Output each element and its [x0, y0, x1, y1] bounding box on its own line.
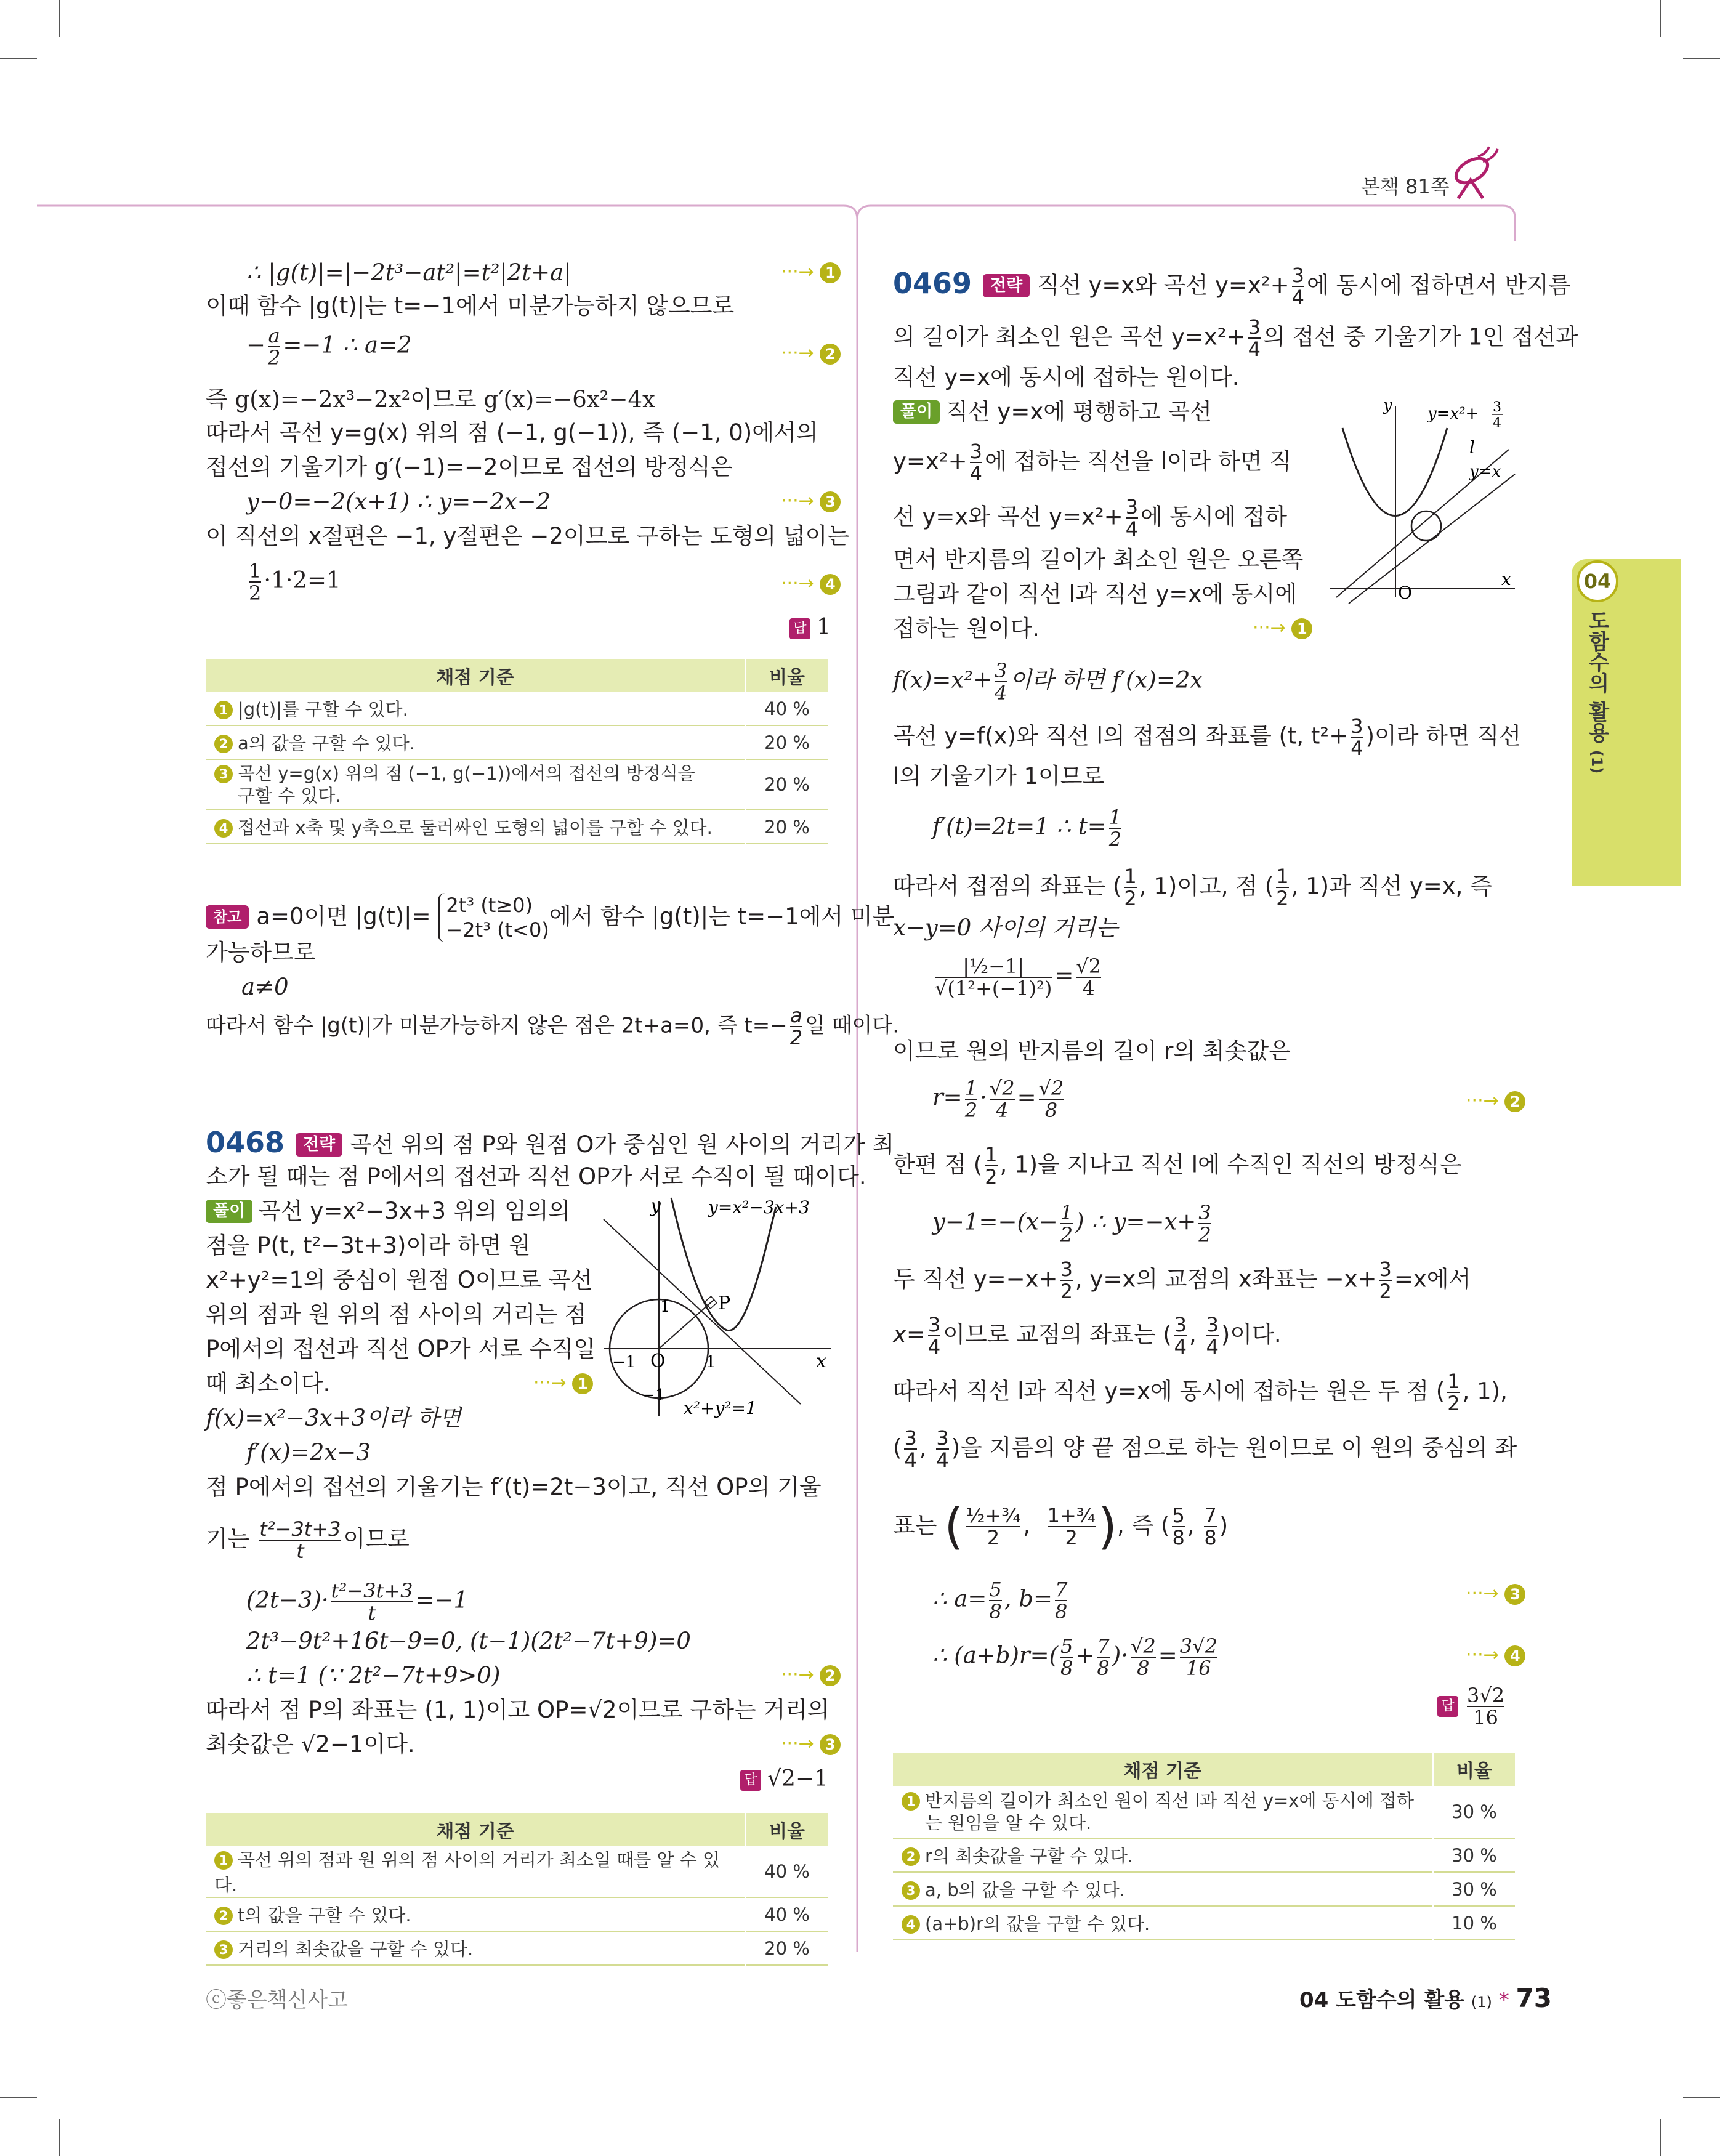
text-line: ∴ t=1 (∵ 2t²−7t+9>0) — [246, 1662, 501, 1689]
footer-chapter: 04 도함수의 활용 (1) * 73 — [1299, 1983, 1552, 2013]
svg-text:O: O — [650, 1351, 666, 1372]
text-line: r= $\frac{1}{2}$ · $\frac{√2}{4}$ = $\frac{√2}{8}$ — [932, 1076, 1064, 1122]
step-mark-3: ···→ 3 — [1466, 1583, 1525, 1605]
step-mark-2: ···→ 2 — [1466, 1090, 1525, 1112]
text-line: − $\frac{a}{2}$ =−1 ∴ a=2 — [246, 324, 412, 369]
text-line: 접선의 기울기가 g′(−1)=−2이므로 접선의 방정식은 — [206, 454, 733, 480]
text-line: ∴ (a+b)r=( $\frac{5}{8}$ + $\frac{7}{8}$ )· $\frac{√2}{8}$ = $\frac{3√2}{16}$ — [932, 1634, 1217, 1680]
svg-text:1: 1 — [660, 1298, 671, 1316]
text-line: 따라서 점 P의 좌표는 (1, 1)이고 OP=√2이므로 구하는 거리의 — [206, 1697, 830, 1723]
note-line: 따라서 함수 |g(t)|가 미분가능하지 않은 점은 2t+a=0, 즉 t=− $\frac{a}{2}$ 일 때이다. — [206, 1004, 900, 1049]
grading-table-0468: 채점 기준 비율 1 곡선 위의 점과 원 위의 점 사이의 거리가 최소일 때를 알 수 있다. 40 % 2 t의 값을 구할 수 있다. 40 % 3 거리의 최솟값을 구할 수 있다. 20 % — [206, 1813, 828, 1966]
text-line: y−0=−2(x+1) ∴ y=−2x−2 — [246, 488, 551, 515]
text-line: $\frac{\text{|½−1|}}{\text{√(1²+(−1)²)}}$ = $\frac{√2}{4}$ — [935, 955, 1102, 1000]
text-line: 기는 $\frac{\text{t²−3t+3}}{t}$ 이므로 — [206, 1517, 410, 1563]
text-line: P에서의 접선과 직선 OP가 서로 수직일 — [206, 1336, 596, 1362]
header-ref: 본책 81쪽 — [1361, 175, 1450, 198]
step-mark-3: ···→ 3 — [781, 1733, 841, 1755]
text-line: y=x²+ $\frac{3}{4}$ 에 접하는 직선을 l이라 하면 직 — [893, 440, 1291, 485]
text-line: 2t³−9t²+16t−9=0, (t−1)(2t²−7t+9)=0 — [246, 1628, 691, 1654]
text-line: 의 길이가 최소인 원은 곡선 y=x²+ $\frac{3}{4}$ 의 접선 중 기울기가 1인 접선과 — [893, 315, 1578, 361]
text-line: 따라서 곡선 y=g(x) 위의 점 (−1, g(−1)), 즉 (−1, 0)에서의 — [206, 419, 818, 446]
step-mark-1: ···→ 1 — [781, 261, 841, 283]
chapter-tab-number: 04 — [1577, 560, 1618, 602]
text-line: 이므로 원의 반지름의 길이 r의 최솟값은 — [893, 1038, 1291, 1064]
note-line: 참고 a=0이면 |g(t)|= 2t³ (t≥0) −2t³ (t<0) 에서 함수 |g(t)|는 t=−1에서 미분 — [206, 893, 894, 942]
answer: 답 1 — [789, 615, 831, 640]
text-line: 위의 점과 원 위의 점 사이의 거리는 점 — [206, 1301, 587, 1328]
text-line: y−1=−(x− $\frac{1}{2}$ ) ∴ y=−x+ $\frac{3}{2}$ — [932, 1201, 1211, 1246]
text-line: x−y=0 사이의 거리는 — [893, 914, 1118, 941]
text-line: 직선 y=x에 동시에 접하는 원이다. — [893, 364, 1240, 390]
problem-0468-title: 0468 전략 곡선 위의 점 P와 원점 O가 중심인 원 사이의 거리가 최 — [206, 1126, 895, 1159]
text-line: f′(t)=2t=1 ∴ t= $\frac{1}{2}$ — [932, 805, 1122, 851]
text-line: 한편 점 ( $\frac{1}{2}$ , 1)을 지나고 직선 l에 수직인 직선의 방정식은 — [893, 1143, 1462, 1189]
text-line: 따라서 직선 l과 직선 y=x에 동시에 접하는 원은 두 점 ( $\frac{1}{2}$ , 1), — [893, 1370, 1508, 1415]
text-line: (2t−3)· $\frac{\text{t²−3t+3}}{t}$ =−1 — [246, 1579, 469, 1625]
step-mark-1: ···→ 1 — [1253, 617, 1312, 639]
svg-text:O: O — [1398, 583, 1412, 603]
answer: 답 $\frac{3√2}{16}$ — [1437, 1685, 1507, 1728]
text-line: 면서 반지름의 길이가 최소인 원은 오른쪽 — [893, 546, 1304, 573]
text-line: 이 직선의 x절편은 −1, y절편은 −2이므로 구하는 도형의 넓이는 — [206, 523, 850, 549]
text-line: ( $\frac{3}{4}$ , $\frac{3}{4}$ )을 지름의 양 끝 점으로 하는 원이므로 이 원의 중심의 좌 — [893, 1426, 1517, 1472]
note-line: 가능하므로 — [206, 939, 316, 966]
graph-0468 — [591, 1195, 838, 1423]
text-line: 소가 될 때는 점 P에서의 접선과 직선 OP가 서로 수직이 될 때이다. — [206, 1163, 866, 1190]
text-line: $\frac{1}{2}$ ·1·2=1 — [249, 559, 341, 605]
text-line: 접하는 원이다. — [893, 615, 1040, 642]
svg-text:4: 4 — [1493, 416, 1501, 431]
text-line: f(x)=x²−3x+3이라 하면 — [206, 1405, 461, 1431]
grading-table-0469: 채점 기준 비율 1 반지름의 길이가 최소인 원이 직선 l과 직선 y=x에 동시에 접하 는 원임을 알 수 있다. 30 % 2 r의 최솟값을 구할 수 있다. 30 % 3 a, b의 값을 구할 수 있다. 30 % 4 (a+b)r의 값을 구할 수 있다. 10 % — [893, 1753, 1515, 1940]
svg-text:y=x: y=x — [1469, 462, 1501, 481]
text-line: 그림과 같이 직선 l과 직선 y=x에 동시에 — [893, 581, 1298, 607]
text-line: 풀이 직선 y=x에 평행하고 곡선 — [893, 397, 1212, 427]
text-line: 선 y=x와 곡선 y=x²+ $\frac{3}{4}$ 에 동시에 접하 — [893, 495, 1288, 541]
step-mark-2: ···→ 2 — [781, 342, 841, 365]
svg-text:y: y — [650, 1195, 661, 1217]
answer: 답 √2−1 — [740, 1766, 828, 1791]
step-mark-1: ···→ 1 — [533, 1372, 593, 1394]
svg-text:3: 3 — [1493, 400, 1501, 415]
problem-0469-title: 0469 전략 직선 y=x와 곡선 y=x²+ $\frac{3}{4}$ 에 동시에 접하면서 반지름 — [893, 264, 1571, 309]
svg-text:1: 1 — [706, 1353, 716, 1371]
svg-text:x: x — [1501, 569, 1511, 589]
graph-0469 — [1324, 394, 1521, 604]
text-line: x²+y²=1의 중심이 원점 O이므로 곡선 — [206, 1267, 593, 1293]
svg-text:x²+y²=1: x²+y²=1 — [684, 1398, 757, 1418]
text-line: f(x)=x²+ $\frac{3}{4}$ 이라 하면 f′(x)=2x — [893, 659, 1203, 705]
chapter-tab-title: 도함수의 활용 (1) — [1585, 610, 1609, 774]
text-line: 즉 g(x)=−2x³−2x²이므로 g′(x)=−6x²−4x — [206, 386, 655, 413]
svg-text:l: l — [1469, 437, 1475, 458]
text-line: f′(x)=2x−3 — [246, 1439, 371, 1466]
svg-text:P: P — [718, 1293, 731, 1314]
svg-text:y=x²+: y=x²+ — [1427, 405, 1479, 423]
step-mark-4: ···→ 4 — [1466, 1644, 1525, 1666]
text-line: 곡선 y=f(x)와 직선 l의 접점의 좌표를 (t, t²+ $\frac{3}{4}$ )이라 하면 직선 — [893, 714, 1522, 760]
step-mark-4: ···→ 4 — [781, 573, 841, 595]
footer-publisher: ⓒ좋은책신사고 — [206, 1988, 349, 2013]
grading-table-0467: 채점 기준 비율 1 |g(t)|를 구할 수 있다. 40 % 2 a의 값을 구할 수 있다. 20 % 3 곡선 y=g(x) 위의 점 (−1, g(−1))에서의 접선의 방정식을 구할 수 있다. 20 % 4 접선과 x축 및 y축으로 둘러싸인 도형의 넓이를 구할 수 있다. 20 % — [206, 659, 828, 844]
svg-text:−1: −1 — [642, 1386, 666, 1405]
svg-text:−1: −1 — [612, 1353, 636, 1371]
text-line: 때 최소이다. — [206, 1370, 331, 1397]
svg-text:y=x²−3x+3: y=x²−3x+3 — [708, 1197, 810, 1217]
text-line: 점을 P(t, t²−3t+3)이라 하면 원 — [206, 1232, 531, 1259]
text-line: ∴ |g(t)|=|−2t³−at²|=t²|2t+a| — [246, 259, 571, 286]
step-mark-2: ···→ 2 — [781, 1664, 841, 1686]
text-line: 최솟값은 √2−1이다. — [206, 1731, 415, 1758]
text-line: 표는 ( $\frac{\text{½+¾}}{2}$ , $\frac{\text{1+¾}}{2}$ ), 즉 ( $\frac{5}{8}$ , $\frac{7}{8}$ ) — [893, 1498, 1229, 1555]
text-line: 두 직선 y=−x+ $\frac{3}{2}$ , y=x의 교점의 x좌표는 −x+ $\frac{3}{2}$ =x에서 — [893, 1258, 1471, 1303]
text-line: 점 P에서의 접선의 기울기는 f′(t)=2t−3이고, 직선 OP의 기울 — [206, 1474, 822, 1500]
text-line: x= $\frac{3}{4}$ 이므로 교점의 좌표는 ( $\frac{3}{4}$ , $\frac{3}{4}$ )이다. — [893, 1313, 1282, 1359]
text-line: 이때 함수 |g(t)|는 t=−1에서 미분가능하지 않으므로 — [206, 293, 735, 319]
text-line: 풀이 곡선 y=x²−3x+3 위의 임의의 — [206, 1196, 570, 1227]
note-line: a≠0 — [241, 974, 289, 1000]
text-line: ∴ a= $\frac{5}{8}$ , b= $\frac{7}{8}$ — [932, 1578, 1068, 1623]
text-line: l의 기울기가 1이므로 — [893, 763, 1105, 789]
text-line: 따라서 접점의 좌표는 ( $\frac{1}{2}$ , 1)이고, 점 ( $\frac{1}{2}$ , 1)과 직선 y=x, 즉 — [893, 865, 1492, 910]
step-mark-3: ···→ 3 — [781, 490, 841, 512]
svg-text:y: y — [1383, 396, 1392, 414]
svg-text:x: x — [816, 1351, 826, 1372]
